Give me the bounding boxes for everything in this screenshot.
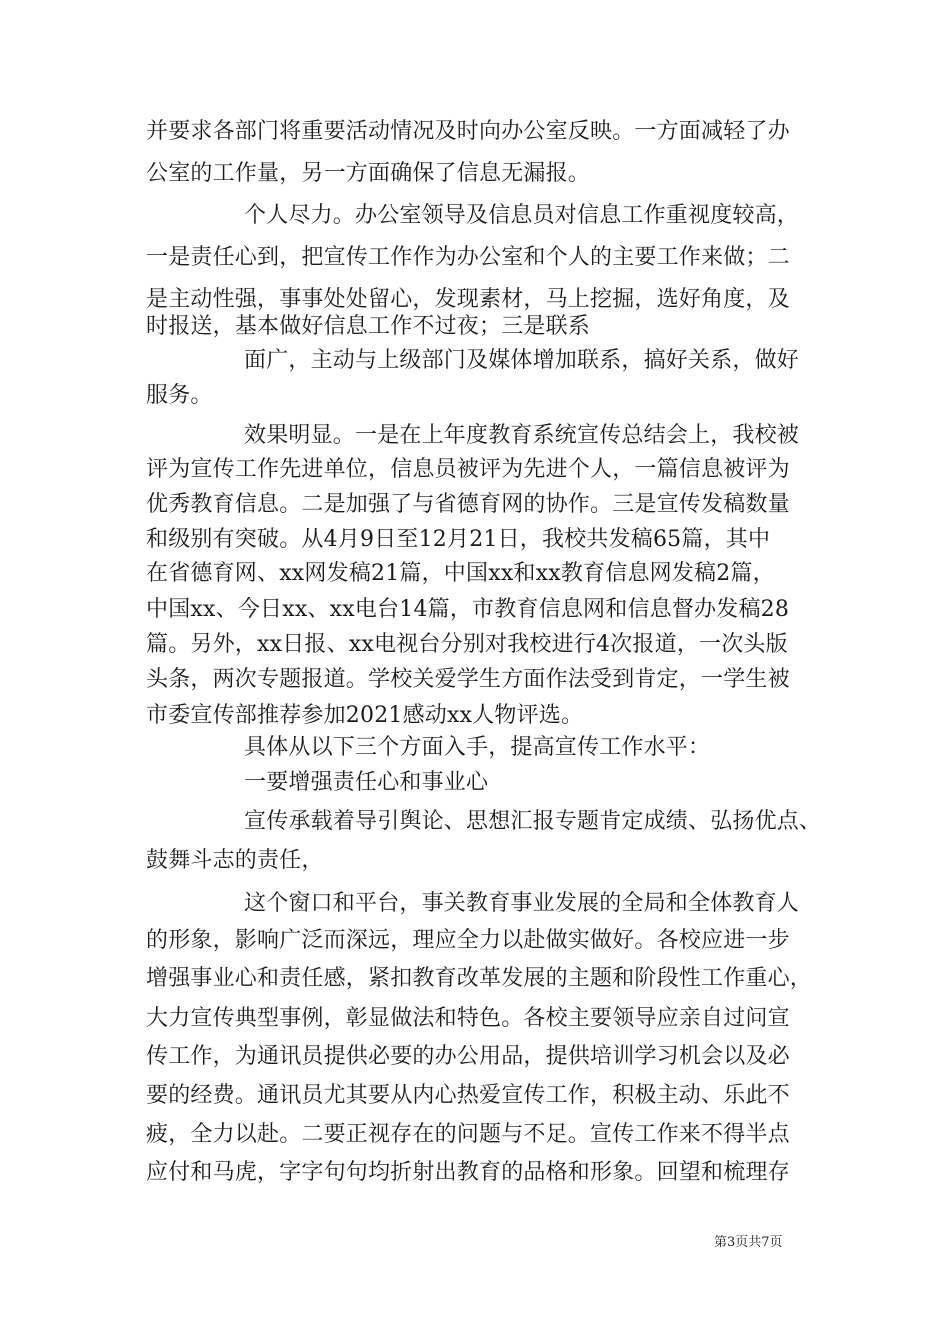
text-line: 是主动性强，事事处处留心，发现素材，马上挖掘，选好角度，及 xyxy=(146,287,790,312)
section-heading: 一要增强责任心和事业心 xyxy=(244,770,489,795)
text-line: 应付和马虎，字字句句均折射出教育的品格和形象。回望和梳理存 xyxy=(146,1160,790,1185)
paragraph-start: 具体从以下三个方面入手，提高宣传工作水平： xyxy=(244,735,711,760)
text-line: 在省德育网、xx网发稿21篇，中国xx和xx教育信息网发稿2篇， xyxy=(146,561,775,586)
text-line: 篇。另外，xx日报、xx电视台分别对我校进行4次报道，一次头版 xyxy=(146,632,788,657)
paragraph-start: 宣传承载着导引舆论、思想汇报专题肯定成绩、弘扬优点、 xyxy=(244,809,822,834)
paragraph-start: 面广，主动与上级部门及媒体增加联系，搞好关系，做好 xyxy=(244,348,800,373)
text-line: 增强事业心和责任感，紧扣教育改革发展的主题和阶段性工作重心， xyxy=(146,966,813,991)
paragraph-start: 效果明显。一是在上年度教育系统宣传总结会上，我校被 xyxy=(244,423,800,448)
text-line: 中国xx、今日xx、xx电台14篇，市教育信息网和信息督办发稿28 xyxy=(146,597,790,622)
page-number-footer: 第3页共7页 xyxy=(714,1235,783,1250)
paragraph-start: 个人尽力。办公室领导及信息员对信息工作重视度较高， xyxy=(244,203,800,228)
text-line: 传工作，为通讯员提供必要的办公用品，提供培训学习机会以及必 xyxy=(146,1044,790,1069)
text-line: 头条，两次专题报道。学校关爱学生方面作法受到肯定，一学生被 xyxy=(146,667,790,692)
text-line: 服务。 xyxy=(146,383,213,408)
text-line: 大力宣传典型事例，彰显做法和特色。各校主要领导应亲自过问宣 xyxy=(146,1006,790,1031)
text-line: 市委宣传部推荐参加2021感动xx人物评选。 xyxy=(146,703,584,728)
text-line: 要的经费。通讯员尤其要从内心热爱宣传工作，积极主动、乐此不 xyxy=(146,1083,790,1108)
text-line: 的形象，影响广泛而深远，理应全力以赴做实做好。各校应进一步 xyxy=(146,928,790,953)
text-line: 一是责任心到，把宣传工作作为办公室和个人的主要工作来做；二 xyxy=(146,245,790,270)
text-line: 公室的工作量，另一方面确保了信息无漏报。 xyxy=(146,161,591,186)
text-line: 评为宣传工作先进单位，信息员被评为先进个人，一篇信息被评为 xyxy=(146,457,790,482)
text-line: 和级别有突破。从4月9日至12月21日，我校共发稿65篇，其中 xyxy=(146,527,771,552)
text-line: 并要求各部门将重要活动情况及时向办公室反映。一方面减轻了办 xyxy=(146,119,790,144)
paragraph-start: 这个窗口和平台，事关教育事业发展的全局和全体教育人 xyxy=(244,891,800,916)
text-line: 鼓舞斗志的责任， xyxy=(146,848,324,873)
text-line: 优秀教育信息。二是加强了与省德育网的协作。三是宣传发稿数量 xyxy=(146,492,790,517)
text-line: 疲，全力以赴。二要正视存在的问题与不足。宣传工作来不得半点 xyxy=(146,1122,790,1147)
text-line: 时报送，基本做好信息工作不过夜；三是联系 xyxy=(146,314,591,339)
